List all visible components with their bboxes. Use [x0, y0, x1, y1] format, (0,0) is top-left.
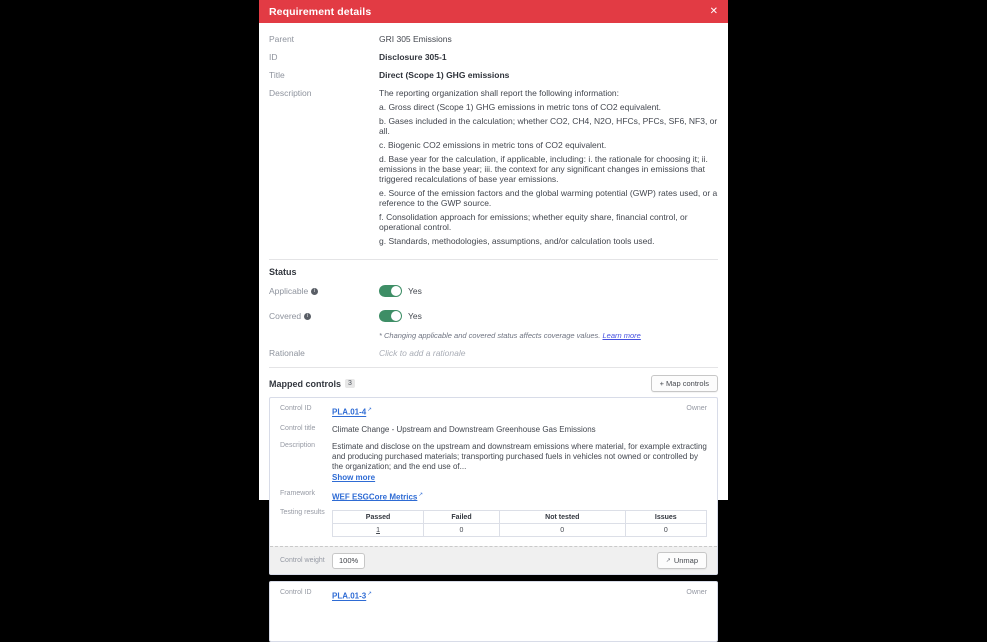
control-id-label: Control ID	[280, 589, 312, 597]
id-field-row	[269, 52, 718, 62]
testing-results-table	[332, 510, 707, 537]
description-line: b. Gases included in the calculation; whether CO2, CH4, N2O, HFCs, PFCs, SF6, NF3, or all.	[379, 116, 718, 136]
info-icon[interactable]: i	[311, 288, 318, 295]
applicable-toggle-wrap	[379, 285, 718, 297]
control-id-value	[332, 589, 686, 602]
section-divider	[269, 259, 718, 260]
applicable-toggle[interactable]	[379, 285, 402, 297]
testing-results-label: Testing results	[280, 509, 325, 517]
section-divider	[269, 367, 718, 368]
info-icon[interactable]: i	[304, 313, 311, 320]
toggle-knob	[391, 311, 401, 321]
control-weight-input[interactable]: 100%	[332, 553, 365, 569]
framework-link[interactable]: WEF ESGCore Metrics	[332, 492, 418, 502]
mapped-controls-heading: Mapped controls	[269, 378, 342, 389]
parent-label: Parent	[269, 34, 295, 44]
applicable-label-wrap	[269, 286, 379, 296]
applicable-value: Yes	[408, 286, 422, 296]
card-body	[270, 582, 717, 641]
rationale-label: Rationale	[269, 348, 305, 358]
results-header-passed: Passed	[333, 511, 424, 524]
description-text	[379, 88, 718, 250]
description-line: a. Gross direct (Scope 1) GHG emissions in metric tons of CO2 equivalent.	[379, 102, 662, 112]
covered-value: Yes	[408, 311, 422, 321]
covered-label-wrap	[269, 311, 379, 321]
covered-toggle[interactable]	[379, 310, 402, 322]
control-id-row	[280, 589, 707, 602]
results-passed-value[interactable]: 1	[376, 526, 380, 534]
results-header-not-tested: Not tested	[499, 511, 625, 524]
rationale-row	[269, 348, 718, 358]
show-more-link[interactable]: Show more	[332, 472, 376, 482]
mapped-controls-header	[269, 375, 718, 392]
parent-field-row	[269, 34, 718, 44]
framework-row	[280, 490, 707, 503]
description-line: c. Biogenic CO2 emissions in metric tons of CO2 equivalent.	[379, 140, 607, 150]
results-failed-value: 0	[424, 524, 500, 537]
results-header-failed: Failed	[424, 511, 500, 524]
control-description-row	[280, 442, 707, 483]
description-line: The reporting organization shall report the following information:	[379, 88, 620, 98]
control-description-value	[332, 442, 707, 483]
description-line: d. Base year for the calculation, if applicable, including: i. the rationale for choosing it; ii. emissions in the base year; iii. the context for any significant changes in emissions that triggered recalculations of base year emissions.	[379, 154, 708, 184]
owner-label: Owner	[686, 405, 707, 412]
status-heading: Status	[269, 267, 297, 277]
covered-toggle-wrap	[379, 310, 718, 322]
title-value: Direct (Scope 1) GHG emissions	[379, 70, 510, 80]
control-title-label: Control title	[280, 424, 316, 432]
card-body	[270, 398, 717, 546]
external-link-icon: ↗	[367, 407, 372, 413]
control-description-label: Description	[280, 441, 316, 449]
covered-row	[269, 310, 718, 322]
status-note	[379, 331, 718, 340]
covered-label: Covered	[269, 311, 302, 321]
modal-header	[259, 0, 728, 23]
applicable-label: Applicable	[269, 286, 309, 296]
parent-value: GRI 305 Emissions	[379, 34, 452, 44]
card-cutoff-spacer	[280, 609, 707, 639]
results-issues-value: 0	[625, 524, 706, 537]
unmap-icon: ↗	[665, 558, 671, 565]
unmap-button-label: Unmap	[673, 556, 698, 566]
description-label: Description	[269, 88, 312, 98]
status-note-text: * Changing applicable and covered status affects coverage values.	[379, 331, 601, 340]
external-link-icon: ↗	[367, 591, 372, 598]
card-footer	[270, 546, 717, 574]
learn-more-link[interactable]: Learn more	[602, 331, 641, 340]
map-controls-button[interactable]: + Map controls	[651, 375, 718, 392]
framework-value	[332, 490, 707, 503]
mapped-controls-count-badge: 3	[345, 379, 355, 388]
mapped-control-card	[269, 397, 718, 575]
external-link-icon: ↗	[418, 491, 423, 498]
results-header-issues: Issues	[625, 511, 706, 524]
results-not-tested-value: 0	[499, 524, 625, 537]
framework-label: Framework	[280, 489, 316, 497]
owner-label: Owner	[686, 589, 707, 597]
results-header-row	[333, 511, 707, 524]
control-id-row	[280, 405, 707, 418]
mapped-controls-title-wrap	[269, 379, 355, 389]
control-id-label: Control ID	[280, 405, 312, 412]
toggle-knob	[391, 286, 401, 296]
mapped-control-card	[269, 581, 718, 642]
modal-title: Requirement details	[269, 5, 372, 18]
description-line: f. Consolidation approach for emissions; whether equity share, financial control, or operational control.	[379, 212, 688, 232]
title-field-row	[269, 70, 718, 80]
id-value: Disclosure 305-1	[379, 52, 447, 62]
modal-body	[259, 23, 728, 642]
applicable-row	[269, 285, 718, 297]
control-title-row	[280, 425, 707, 435]
control-id-link[interactable]: PLA.01-4	[332, 407, 367, 417]
control-weight-label: Control weight	[280, 556, 325, 564]
control-id-value	[332, 405, 686, 418]
close-icon[interactable]: ✕	[709, 5, 718, 17]
description-line: g. Standards, methodologies, assumptions, and/or calculation tools used.	[379, 236, 655, 246]
rationale-input[interactable]: Click to add a rationale	[379, 348, 466, 358]
control-id-link[interactable]: PLA.01-3	[332, 591, 367, 601]
description-line: e. Source of the emission factors and the global warming potential (GWP) rates used, or a reference to the GWP source.	[379, 188, 718, 208]
requirement-details-modal	[259, 0, 728, 601]
description-field-row	[269, 88, 718, 250]
control-title-value: Climate Change - Upstream and Downstream Greenhouse Gas Emissions	[332, 424, 596, 434]
id-label: ID	[269, 52, 278, 62]
testing-results-row	[280, 509, 707, 537]
control-description-text: Estimate and disclose on the upstream and downstream emissions where material, for example extracting and producing purchased materials; transporting purchased fuels in vehicles not owned or controlled by the organization; and the end use of...	[332, 441, 707, 471]
unmap-button[interactable]	[657, 552, 707, 569]
title-label: Title	[269, 70, 285, 80]
results-value-row	[333, 524, 707, 537]
